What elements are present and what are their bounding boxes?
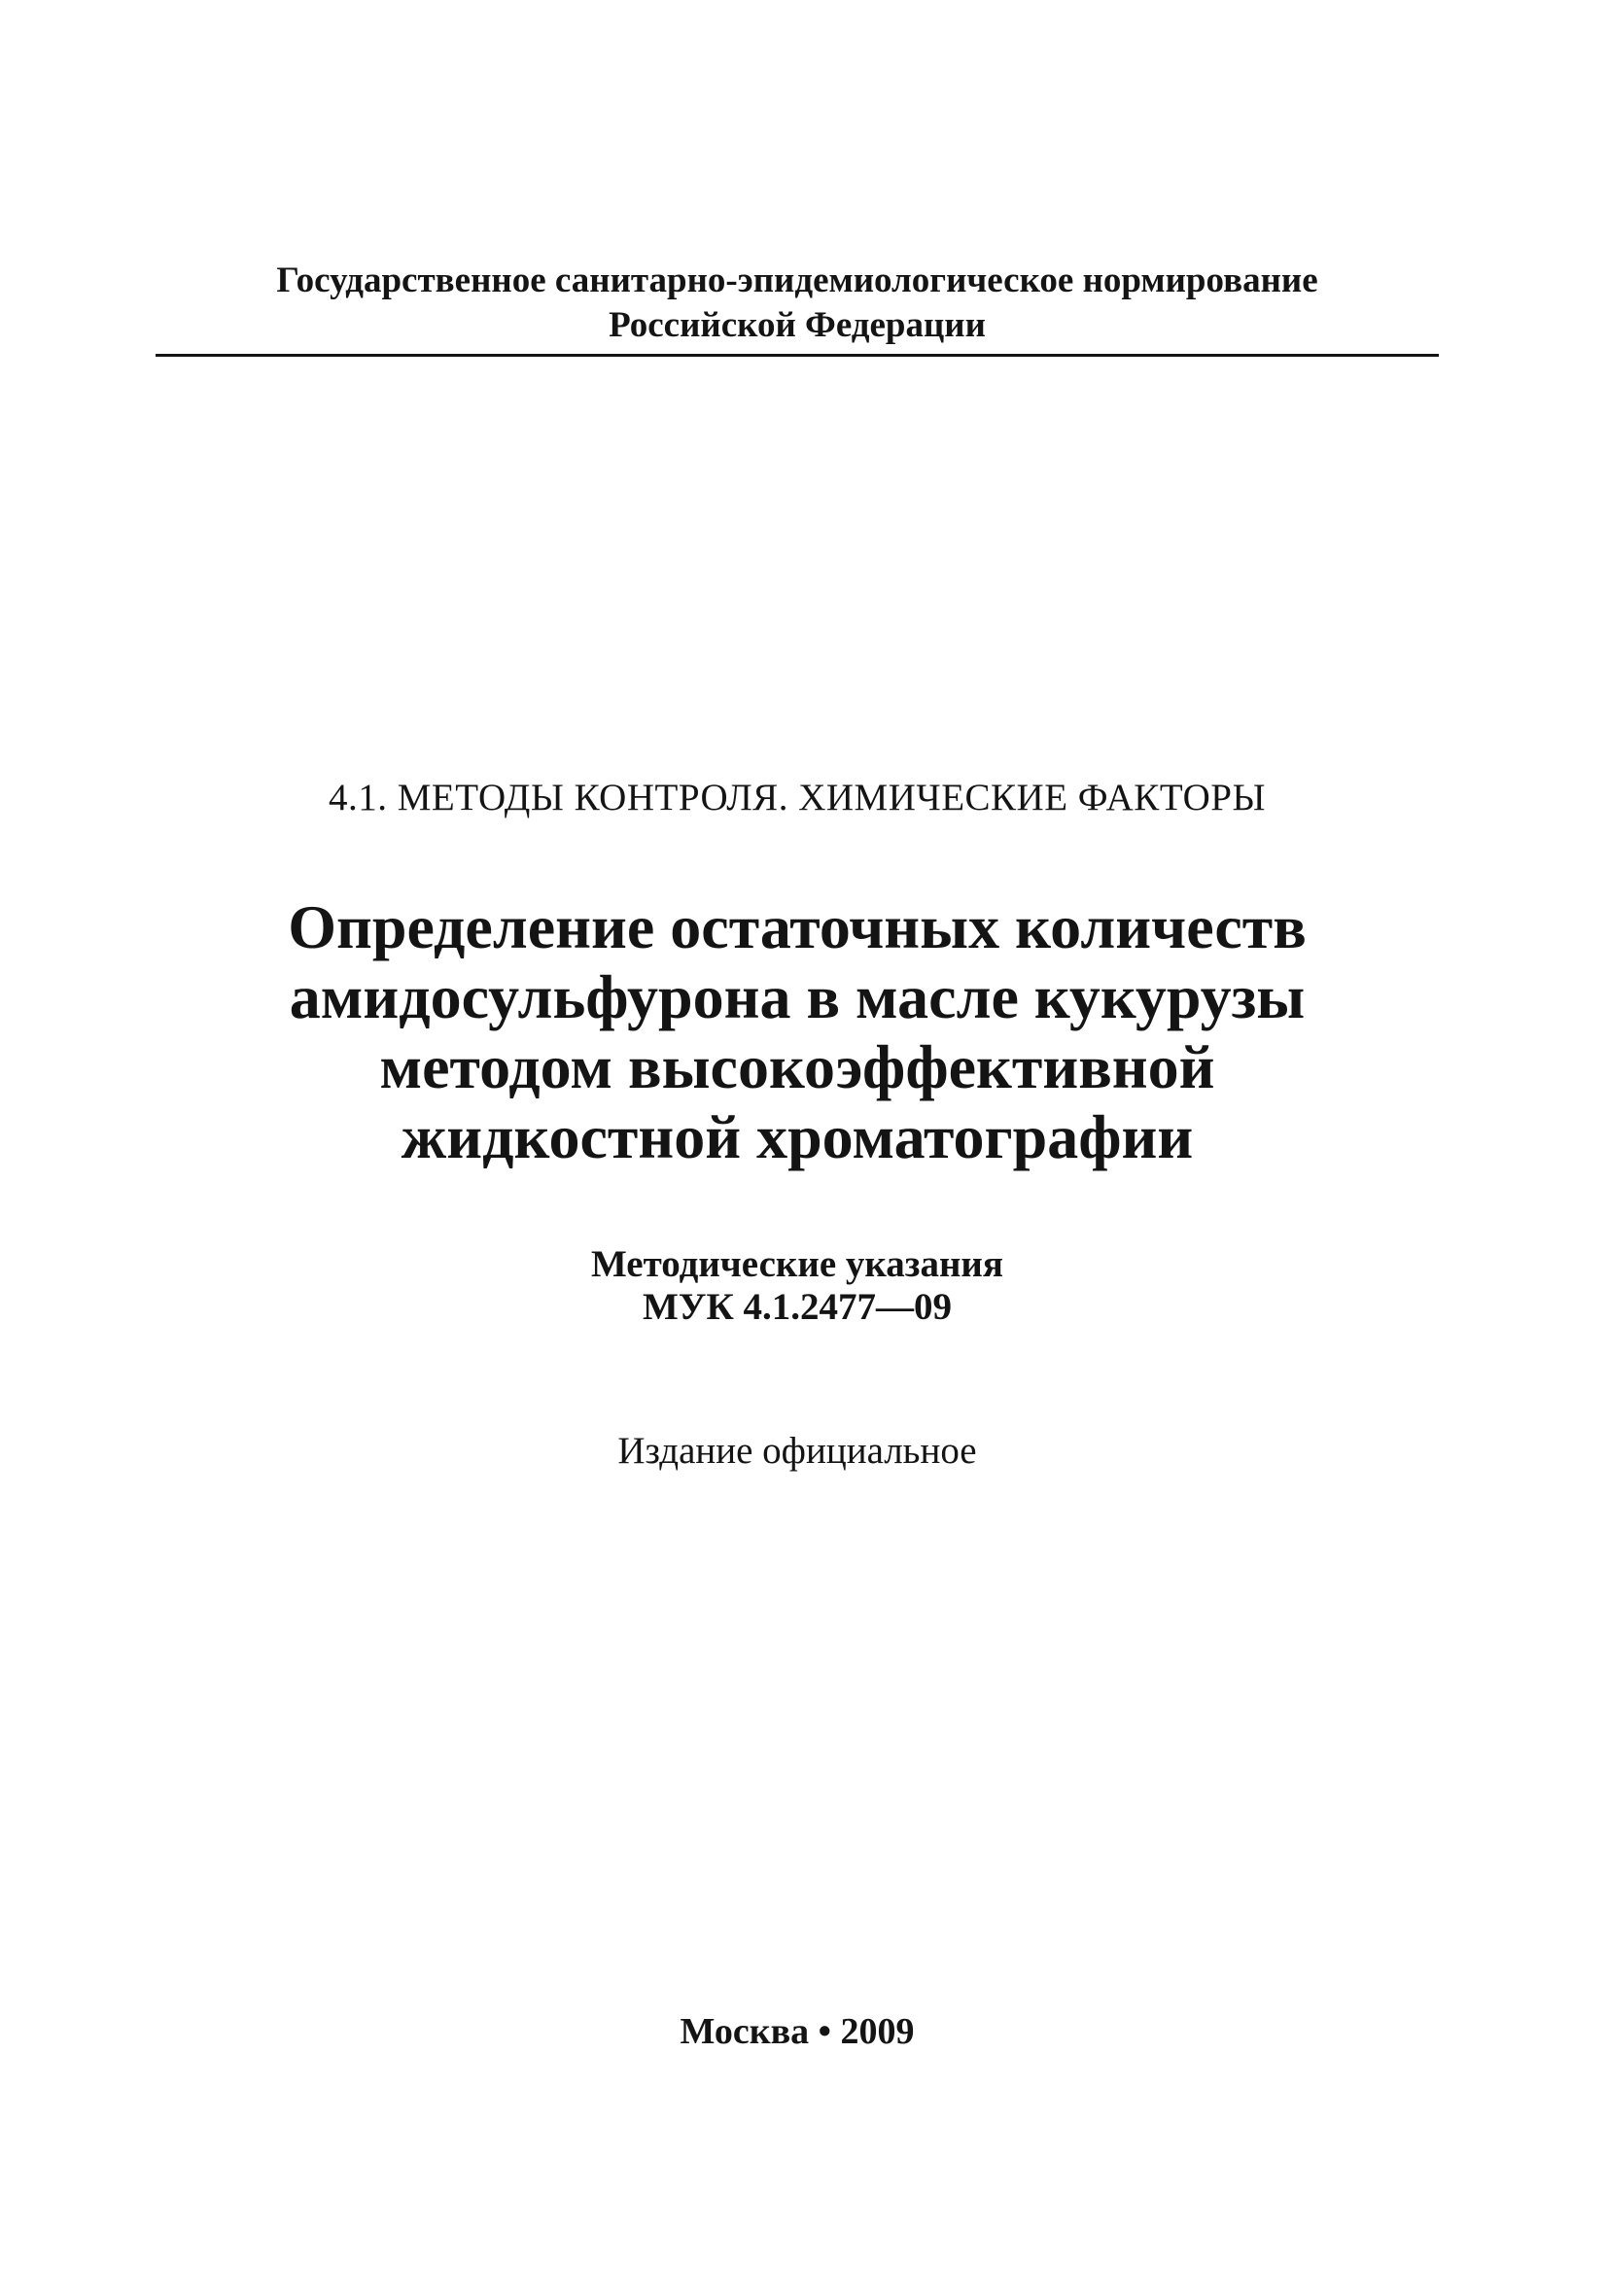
header-divider — [156, 354, 1439, 357]
edition-note: Издание официальное — [617, 1430, 977, 1472]
document-title-line-3: методом высокоэффективной — [379, 1032, 1215, 1101]
document-title-line-1: Определение остаточных количеств — [288, 892, 1307, 961]
document-code: МУК 4.1.2477—09 — [643, 1286, 952, 1328]
issuer-header — [156, 259, 1439, 348]
imprint-place-year: Москва • 2009 — [680, 2011, 915, 2052]
issuer-header-line-1: Государственное санитарно-эпидемиологическое нормирование — [276, 261, 1318, 300]
issuer-header-line-2: Российской Федерации — [609, 305, 986, 345]
document-title-line-2: амидосульфурона в масле кукурузы — [289, 962, 1306, 1031]
document-subtitle — [156, 1243, 1439, 1329]
document-title-line-4: жидкостной хроматографии — [401, 1102, 1194, 1171]
section-heading: 4.1. МЕТОДЫ КОНТРОЛЯ. ХИМИЧЕСКИЕ ФАКТОРЫ — [329, 777, 1266, 818]
document-title — [156, 892, 1439, 1172]
document-type: Методические указания — [590, 1243, 1003, 1285]
